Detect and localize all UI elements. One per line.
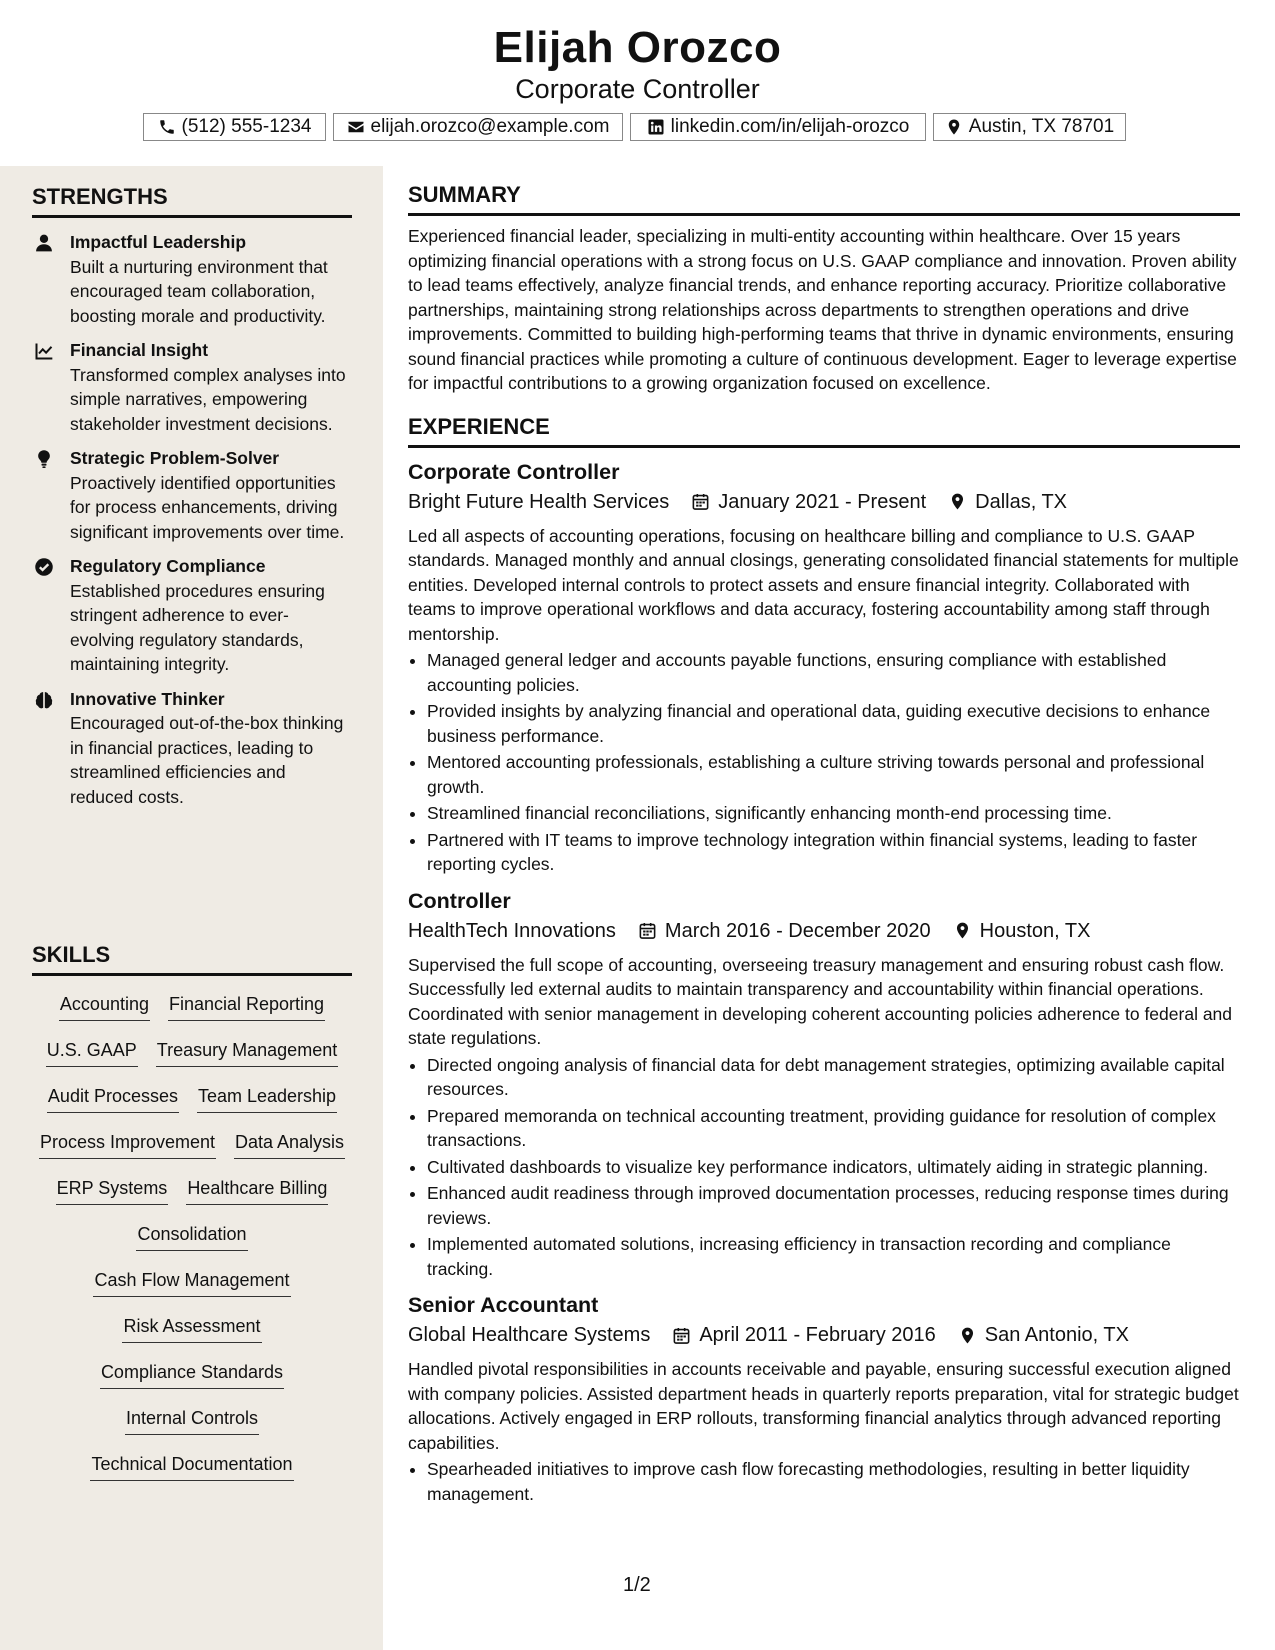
strength-desc: Built a nurturing environment that encouraged team collaboration, boosting morale and productivity. xyxy=(70,256,328,326)
job-title: Senior Accountant xyxy=(408,1293,599,1317)
bullet-item: • Cultivated dashboards to visualize key performance indicators, ultimately aiding in strategic planning. xyxy=(427,1155,1240,1180)
job-description: Supervised the full scope of accounting, overseeing treasury management and ensuring robust cash flow. Successfully led external audits to maintain transparency and accountability within financial operations. Coordinated with senior management in developing coherent accounting policies adherence to federal and state regulations. xyxy=(408,954,1233,1048)
job-meta xyxy=(408,488,1240,516)
strength-item xyxy=(32,230,352,328)
job-entry xyxy=(408,887,1240,1282)
skill-tag: Process Improvement xyxy=(39,1130,216,1159)
candidate-title: Corporate Controller xyxy=(515,74,760,104)
bullet-item: • Partnered with IT teams to improve technology integration within financial systems, leading to faster reporting cycles. xyxy=(427,828,1240,877)
strengths-section xyxy=(32,182,352,819)
job-description: Handled pivotal responsibilities in accounts receivable and payable, ensuring successful execution aligned with company policies. Assisted department heads in quarterly reports preparation, vital for strategic budget allocations. Actively engaged in ERP rollouts, transforming financial analytics through advanced reporting capabilities. xyxy=(408,1359,1239,1453)
skills-section xyxy=(32,940,352,1488)
contact-text: elijah.orozco@example.com xyxy=(370,116,610,137)
phone-icon xyxy=(158,118,176,136)
envelope-icon xyxy=(347,118,365,136)
contact-email[interactable] xyxy=(333,113,623,141)
candidate-name: Elijah Orozco xyxy=(493,23,782,72)
job-bullets xyxy=(408,1457,1240,1506)
job-dates: March 2016 - December 2020 xyxy=(664,919,931,942)
skill-tag: Accounting xyxy=(59,992,150,1021)
skill-tag: ERP Systems xyxy=(56,1176,169,1205)
experience-heading: EXPERIENCE xyxy=(408,412,1240,448)
strength-item xyxy=(32,687,352,810)
strength-desc: Proactively identified opportunities for process enhancements, driving significant improvements over time. xyxy=(70,472,345,542)
job-meta xyxy=(408,1321,1240,1349)
contact-text: linkedin.com/in/elijah-orozco xyxy=(670,116,910,137)
job-title: Corporate Controller xyxy=(408,459,620,484)
bullet-item: • Directed ongoing analysis of financial data for debt management strategies, optimizing available capital resources. xyxy=(427,1053,1240,1102)
bullet-item: • Prepared memoranda on technical accounting treatment, providing guidance for resolution of complex transactions. xyxy=(427,1104,1240,1153)
contact-bar xyxy=(0,113,1275,145)
strength-name: Financial Insight xyxy=(70,340,209,360)
skill-tag: Internal Controls xyxy=(125,1406,259,1435)
bullet-item: • Implemented automated solutions, increasing efficiency in transaction recording and compliance tracking. xyxy=(427,1232,1240,1281)
skill-tag: Compliance Standards xyxy=(100,1360,284,1389)
sidebar xyxy=(0,166,383,1650)
main-content xyxy=(408,180,1240,1508)
skill-tag: Cash Flow Management xyxy=(93,1268,290,1297)
skills-list xyxy=(32,982,352,1488)
brain-icon xyxy=(34,690,54,710)
strength-name: Impactful Leadership xyxy=(70,232,247,252)
calendar-icon xyxy=(672,1326,691,1345)
job-title: Controller xyxy=(408,888,511,913)
skill-tag: Consolidation xyxy=(136,1222,247,1251)
job-meta xyxy=(408,917,1240,945)
skill-tag: Financial Reporting xyxy=(168,992,325,1021)
lightbulb-icon xyxy=(34,449,54,469)
bullet-item: • Provided insights by analyzing financial and operational data, guiding executive decisions to enhance business performance. xyxy=(427,699,1240,748)
skill-tag: U.S. GAAP xyxy=(46,1038,138,1067)
contact-location[interactable] xyxy=(933,113,1126,141)
job-location: Houston, TX xyxy=(979,919,1091,942)
job-dates: January 2021 - Present xyxy=(718,490,927,513)
job-entry xyxy=(408,1291,1240,1506)
skill-tag: Data Analysis xyxy=(234,1130,345,1159)
job-location: San Antonio, TX xyxy=(984,1324,1129,1346)
map-pin-icon xyxy=(953,921,972,940)
job-location: Dallas, TX xyxy=(975,490,1068,513)
job-bullets xyxy=(408,648,1240,877)
skills-heading: SKILLS xyxy=(32,940,352,976)
strength-item xyxy=(32,554,352,677)
bullet-item: • Managed general ledger and accounts payable functions, ensuring compliance with established accounting policies. xyxy=(427,648,1240,697)
bullet-item: • Streamlined financial reconciliations, significantly enhancing month-end processing time. xyxy=(427,801,1240,826)
summary-heading: SUMMARY xyxy=(408,180,1240,216)
strength-name: Regulatory Compliance xyxy=(70,556,266,576)
check-circle-icon xyxy=(34,557,54,577)
strength-name: Innovative Thinker xyxy=(70,688,225,709)
strength-item xyxy=(32,338,352,436)
page-number: 1/2 xyxy=(623,1574,651,1596)
calendar-icon xyxy=(691,492,710,511)
job-dates: April 2011 - February 2016 xyxy=(699,1324,936,1346)
skill-tag: Team Leadership xyxy=(197,1084,337,1113)
contact-linkedin[interactable] xyxy=(630,113,926,141)
strength-name: Strategic Problem-Solver xyxy=(70,448,280,468)
job-bullets xyxy=(408,1053,1240,1282)
skill-tag: Technical Documentation xyxy=(90,1452,293,1481)
strengths-heading: STRENGTHS xyxy=(32,182,352,218)
strength-item xyxy=(32,446,352,544)
strength-desc: Transformed complex analyses into simple narratives, empowering stakeholder investment decisions. xyxy=(70,364,346,434)
map-pin-icon xyxy=(945,118,963,136)
skill-tag: Healthcare Billing xyxy=(186,1176,328,1205)
bullet-item: • Mentored accounting professionals, establishing a culture striving towards personal and professional growth. xyxy=(427,750,1240,799)
job-entry xyxy=(408,458,1240,877)
calendar-icon xyxy=(638,921,657,940)
summary-text: Experienced financial leader, specializing in multi-entity accounting within healthcare. Over 15 years optimizing financial operations with a strong focus on U.S. GAAP compliance and innovation. Proven ability to lead teams effectively, analyze financial trends, and enhance reporting accuracy. Prioritize collaborative partnerships, maintaining strong relationships across departments to strengthen operations and drive improvements. Committed to building high-performing teams that thrive in dynamic environments, ensuring sound financial practices while promoting a culture of continuous development. Eager to leverage expertise for impactful contributions to a growing organization focused on excellence. xyxy=(408,226,1237,393)
linkedin-icon xyxy=(647,118,665,136)
skill-tag: Audit Processes xyxy=(47,1084,179,1113)
job-company: Bright Future Health Services xyxy=(408,490,670,513)
map-pin-icon xyxy=(948,492,967,511)
contact-text: Austin, TX 78701 xyxy=(968,116,1115,137)
contact-text: (512) 555-1234 xyxy=(181,116,312,137)
user-icon xyxy=(34,233,54,253)
job-company: HealthTech Innovations xyxy=(408,919,616,942)
job-company: Global Healthcare Systems xyxy=(408,1324,651,1346)
skill-tag: Risk Assessment xyxy=(122,1314,261,1343)
resume-header xyxy=(0,0,1275,166)
map-pin-icon xyxy=(958,1326,977,1345)
contact-phone[interactable] xyxy=(143,113,326,141)
strength-desc: Established procedures ensuring stringent adherence to ever-evolving regulatory standards, maintaining integrity. xyxy=(70,580,325,674)
job-description: Led all aspects of accounting operations, focusing on healthcare billing and compliance to U.S. GAAP standards. Managed monthly and annual closings, generating consolidated financial statements for multiple entities. Developed internal controls to protect assets and ensure financial integrity. Collaborated with teams to improve operational workflows and data accuracy, fostering accountability among staff through mentorship. xyxy=(408,525,1239,644)
chart-line-icon xyxy=(34,341,54,361)
bullet-item: • Spearheaded initiatives to improve cash flow forecasting methodologies, resulting in better liquidity management. xyxy=(427,1457,1240,1506)
strength-desc: Encouraged out-of-the-box thinking in financial practices, leading to streamlined efficiencies and reduced costs. xyxy=(70,713,344,807)
bullet-item: • Enhanced audit readiness through improved documentation processes, reducing response times during reviews. xyxy=(427,1181,1240,1230)
skill-tag: Treasury Management xyxy=(156,1038,338,1067)
